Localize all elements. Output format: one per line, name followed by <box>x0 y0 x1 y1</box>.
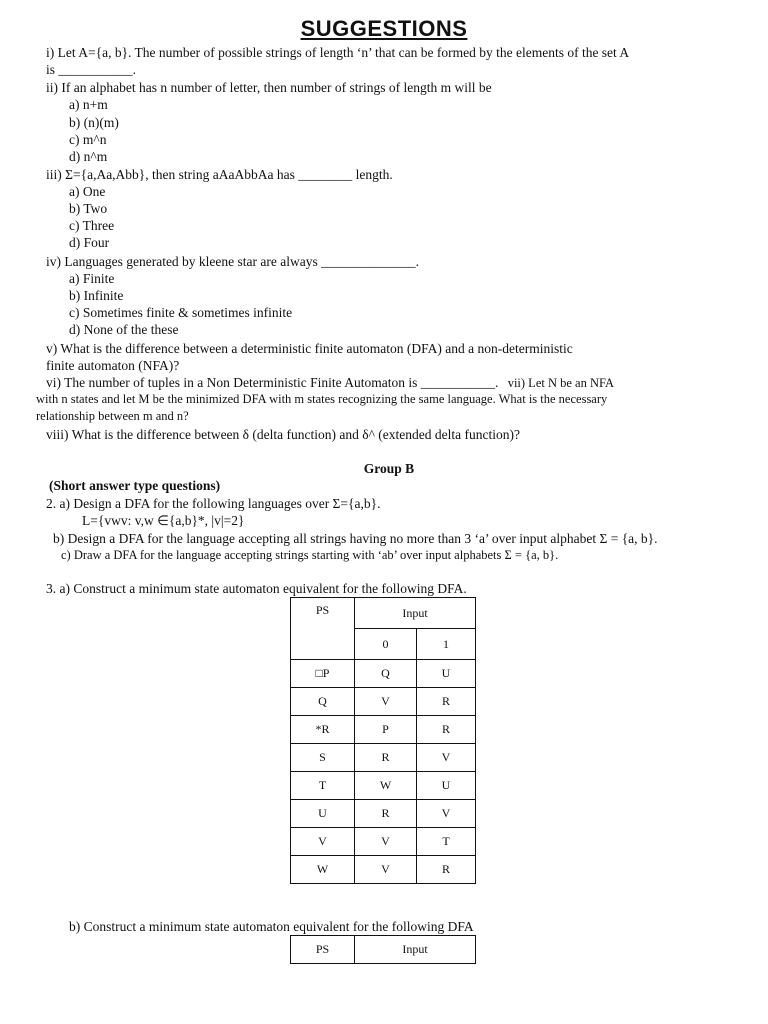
table-1-next-on-1: R <box>417 716 476 744</box>
table-1-next-on-0: R <box>355 744 417 772</box>
group-b-question-2a-language: L={vwv: v,w ∈{a,b}*, |v|=2} <box>82 513 245 528</box>
table-row <box>291 828 476 856</box>
question-1-line-2: is ___________. <box>46 62 137 77</box>
question-4-option-a: a) Finite <box>69 271 115 286</box>
table-1-next-on-1: R <box>417 688 476 716</box>
question-6-text: vi) The number of tuples in a Non Deterministic Finite Automaton is ___________. <box>46 375 499 390</box>
table-row <box>291 800 476 828</box>
question-2-stem: ii) If an alphabet has n number of letter, then number of strings of length m will be <box>46 80 492 95</box>
table-row <box>291 744 476 772</box>
question-6-line-1 <box>46 374 614 392</box>
group-b-question-3a: 3. a) Construct a minimum state automaton equivalent for the following DFA. <box>46 581 467 596</box>
table-2-input-header: Input <box>355 936 476 964</box>
table-1-col-1-header: 1 <box>417 629 476 660</box>
group-b-subheading: (Short answer type questions) <box>49 478 221 493</box>
question-5-line-2: finite automaton (NFA)? <box>46 358 180 373</box>
table-1-next-on-1: U <box>417 772 476 800</box>
table-1-next-on-1: V <box>417 744 476 772</box>
question-3-option-b: b) Two <box>69 201 108 216</box>
table-1-next-on-0: V <box>355 688 417 716</box>
table-1-state: Q <box>291 688 355 716</box>
table-1-next-on-0: R <box>355 800 417 828</box>
question-2-option-c: c) m^n <box>69 132 107 147</box>
table-1-state: V <box>291 828 355 856</box>
table-1-state: U <box>291 800 355 828</box>
table-1-next-on-1: R <box>417 856 476 884</box>
question-2-option-d: d) n^m <box>69 149 108 164</box>
question-4-stem: iv) Languages generated by kleene star are always ______________. <box>46 254 419 269</box>
group-b-question-2a: 2. a) Design a DFA for the following languages over Σ={a,b}. <box>46 496 381 511</box>
table-1-next-on-0: Q <box>355 660 417 688</box>
table-1-state: *R <box>291 716 355 744</box>
table-1-state: □P <box>291 660 355 688</box>
table-1-input-header: Input <box>355 598 476 629</box>
question-4-option-c: c) Sometimes finite & sometimes infinite <box>69 305 293 320</box>
question-3-option-a: a) One <box>69 184 106 199</box>
dfa-transition-table-2 <box>290 935 476 964</box>
question-5-line-1: v) What is the difference between a deterministic finite automaton (DFA) and a non-deterministic <box>46 341 573 356</box>
table-row <box>291 660 476 688</box>
group-b-question-3b: b) Construct a minimum state automaton equivalent for the following DFA <box>69 919 474 934</box>
table-2-ps-header: PS <box>291 936 355 964</box>
table-1-next-on-1: T <box>417 828 476 856</box>
group-b-question-2c: c) Draw a DFA for the language accepting strings starting with ‘ab’ over input alphabets Σ = {a, b}. <box>61 548 559 562</box>
table-1-state: S <box>291 744 355 772</box>
question-4-option-b: b) Infinite <box>69 288 124 303</box>
table-1-next-on-0: V <box>355 856 417 884</box>
table-1-next-on-0: W <box>355 772 417 800</box>
table-row <box>291 772 476 800</box>
question-7-start: vii) Let N be an NFA <box>507 376 615 390</box>
table-1-state: W <box>291 856 355 884</box>
question-3-stem: iii) Σ={a,Aa,Abb}, then string aAaAbbAa has ________ length. <box>46 167 393 182</box>
table-row <box>291 716 476 744</box>
table-1-ps-header: PS <box>291 598 355 660</box>
question-3-option-d: d) Four <box>69 235 110 250</box>
group-b-question-2b: b) Design a DFA for the language accepting all strings having no more than 3 ‘a’ over input alphabet Σ = {a, b}. <box>53 531 658 546</box>
question-2-option-b: b) (n)(m) <box>69 115 119 130</box>
question-3-option-c: c) Three <box>69 218 115 233</box>
page-title: SUGGESTIONS <box>300 16 468 41</box>
table-1-col-0-header: 0 <box>355 629 417 660</box>
question-2-option-a: a) n+m <box>69 97 108 112</box>
table-1-next-on-0: V <box>355 828 417 856</box>
table-1-next-on-1: V <box>417 800 476 828</box>
table-1-state: T <box>291 772 355 800</box>
table-1-next-on-1: U <box>417 660 476 688</box>
table-row <box>291 856 476 884</box>
question-4-option-d: d) None of the these <box>69 322 179 337</box>
table-1-next-on-0: P <box>355 716 417 744</box>
question-7-line-2: with n states and let M be the minimized DFA with m states recognizing the same language. What is the necessary <box>36 392 608 406</box>
table-row <box>291 688 476 716</box>
dfa-transition-table-1 <box>290 597 476 884</box>
question-7-line-3: relationship between m and n? <box>36 409 189 423</box>
question-8: viii) What is the difference between δ (delta function) and δ^ (extended delta function)? <box>46 427 520 442</box>
question-1-line-1: i) Let A={a, b}. The number of possible strings of length ‘n’ that can be formed by the elements of the set A <box>46 45 630 60</box>
group-b-heading: Group B <box>363 461 415 476</box>
